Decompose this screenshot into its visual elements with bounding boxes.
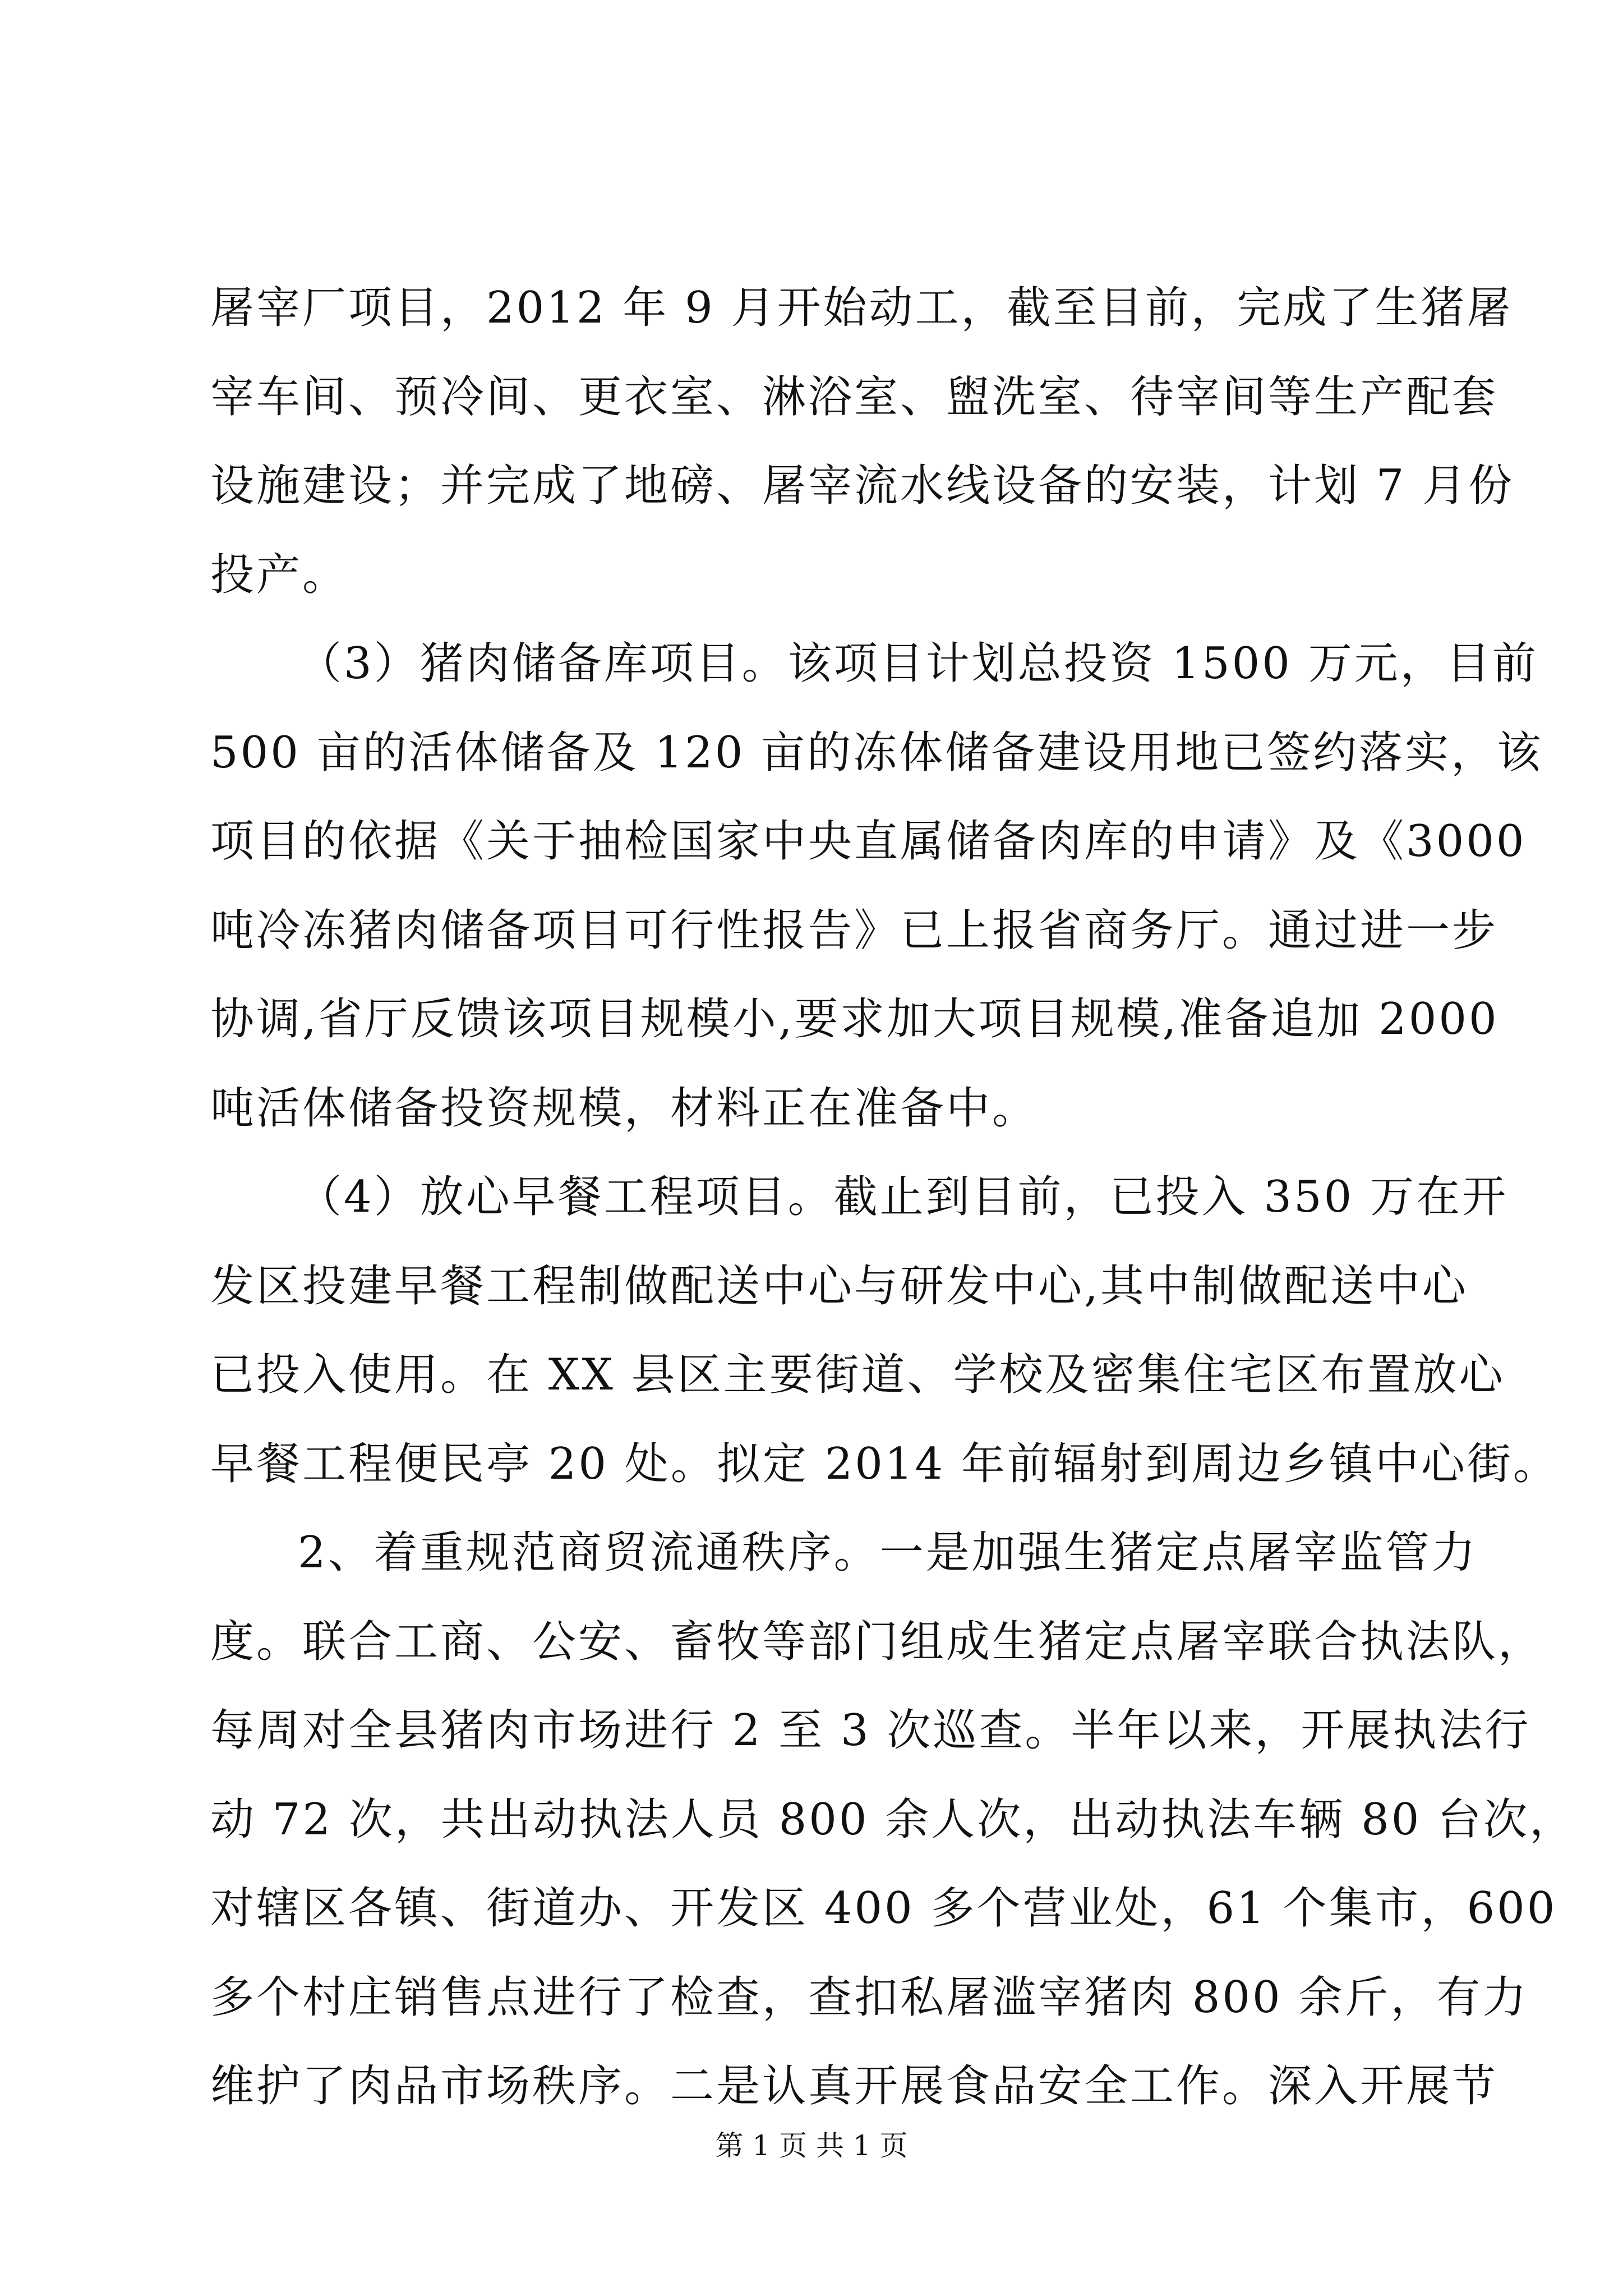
text-line: 动 72 次，共出动执法人员 800 余人次，出动执法车辆 80 台次， bbox=[210, 1794, 1576, 1845]
text-line: 度。联合工商、公安、畜牧等部门组成生猪定点屠宰联合执法队， bbox=[210, 1616, 1544, 1667]
text-line: 设施建设；并完成了地磅、屠宰流水线设备的安装，计划 7 月份 bbox=[210, 461, 1515, 511]
text-line: 早餐工程便民亭 20 处。拟定 2014 年前辐射到周边乡镇中心街。 bbox=[210, 1438, 1559, 1489]
text-line: 投产。 bbox=[210, 549, 349, 600]
text-line: 多个村庄销售点进行了检查，查扣私屠滥宰猪肉 800 余斤，有力 bbox=[210, 1972, 1529, 2023]
text-line: （4）放心早餐工程项目。截止到目前，已投入 350 万在开 bbox=[298, 1172, 1509, 1222]
text-line: 吨活体储备投资规模，材料正在准备中。 bbox=[210, 1083, 1039, 1134]
text-line: 已投入使用。在 XX 县区主要街道、学校及密集住宅区布置放心 bbox=[210, 1350, 1505, 1400]
text-line: 吨冷冻猪肉储备项目可行性报告》已上报省商务厅。通过进一步 bbox=[210, 905, 1498, 956]
text-line: 维护了肉品市场秩序。二是认真开展食品安全工作。深入开展节 bbox=[210, 2061, 1498, 2111]
document-body bbox=[210, 264, 1576, 2131]
text-line: 协调,省厅反馈该项目规模小,要求加大项目规模,准备追加 2000 bbox=[210, 994, 1499, 1045]
page-footer: 第 1 页 共 1 页 bbox=[715, 2129, 908, 2162]
text-line: 500 亩的活体储备及 120 亩的冻体储备建设用地已签约落实，该 bbox=[210, 727, 1543, 778]
text-line: 宰车间、预冷间、更衣室、淋浴室、盥洗室、待宰间等生产配套 bbox=[210, 371, 1498, 422]
text-line: 屠宰厂项目，2012 年 9 月开始动工，截至目前，完成了生猪屠 bbox=[210, 283, 1513, 333]
text-line: 每周对全县猪肉市场进行 2 至 3 次巡查。半年以来，开展执法行 bbox=[210, 1705, 1531, 1756]
text-line: 对辖区各镇、街道办、开发区 400 多个营业处，61 个集市，600 bbox=[210, 1883, 1557, 1934]
text-line: 发区投建早餐工程制做配送中心与研发中心,其中制做配送中心 bbox=[210, 1260, 1468, 1312]
text-line: 项目的依据《关于抽检国家中央直属储备肉库的申请》及《3000 bbox=[210, 816, 1527, 867]
text-line: （3）猪肉储备库项目。该项目计划总投资 1500 万元，目前 bbox=[298, 638, 1538, 689]
text-line: 2、着重规范商贸流通秩序。一是加强生猪定点屠宰监管力 bbox=[298, 1527, 1478, 1578]
